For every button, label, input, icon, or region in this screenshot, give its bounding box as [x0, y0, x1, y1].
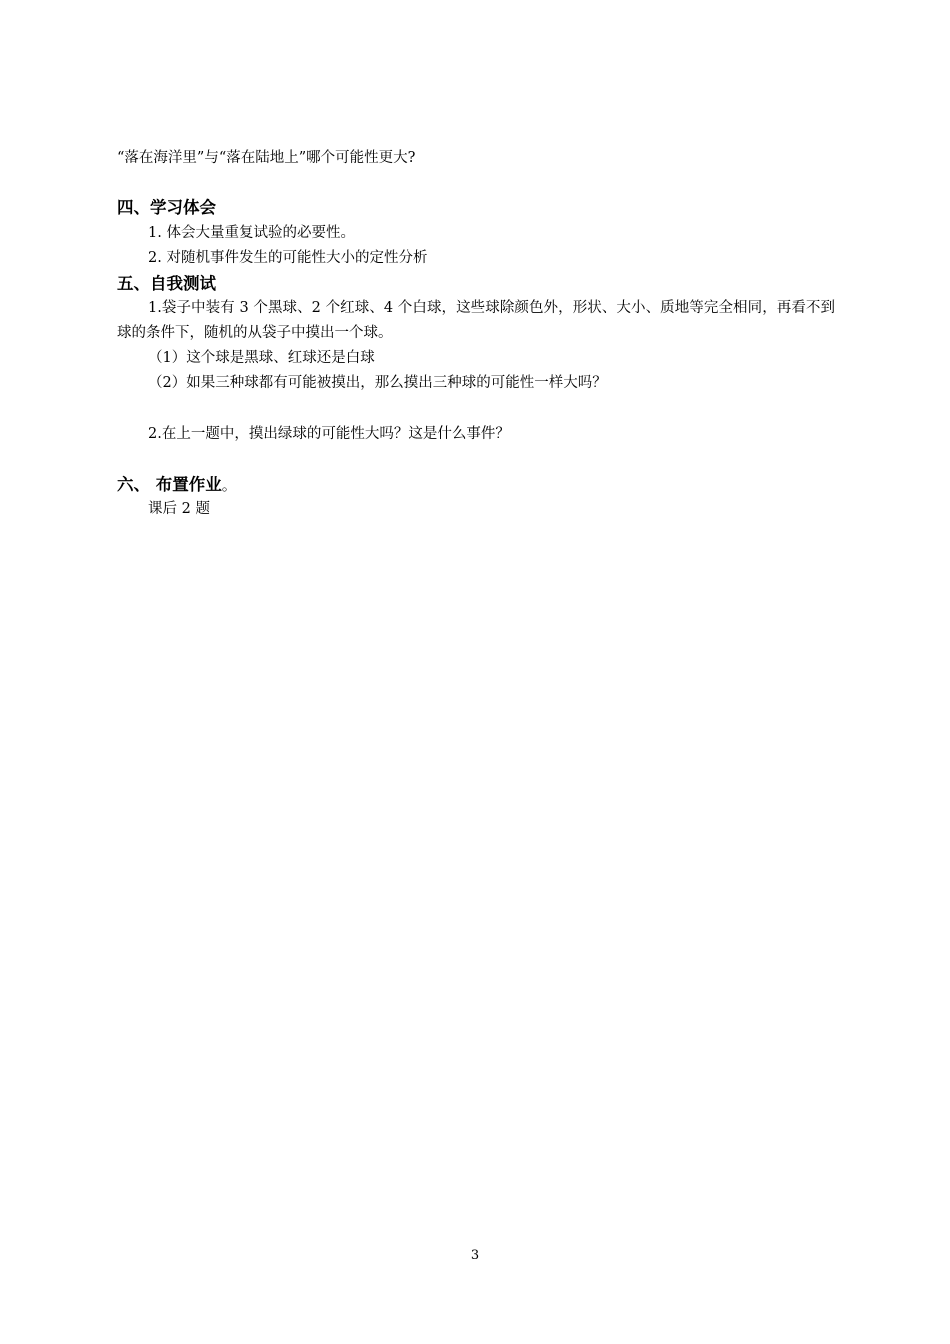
section-6-heading-tail: 。: [221, 476, 237, 494]
section-5-question-1-sub-2: （2）如果三种球都有可能被摸出，那么摸出三种球的可能性一样大吗？: [148, 375, 607, 391]
section-4-item-1: 1. 体会大量重复试验的必要性。: [148, 225, 355, 241]
section-4-heading: [117, 197, 216, 219]
page-number: 3: [470, 1248, 480, 1263]
section-4-item-2: 2. 对随机事件发生的可能性大小的定性分析: [148, 250, 428, 266]
section-5-heading-text: 五、自我测试: [117, 274, 216, 293]
section-6-heading-text: 六、 布置作业: [117, 475, 222, 494]
section-5-question-2: 2.在上一题中，摸出绿球的可能性大吗？这是什么事件？: [148, 426, 510, 442]
section-4-heading-text: 四、学习体会: [117, 198, 216, 217]
section-6-heading: [117, 474, 237, 496]
section-5-question-1-sub-1: （1）这个球是黑球、红球还是白球: [148, 350, 375, 366]
section-6-text: 课后 2 题: [148, 501, 210, 517]
section-5-heading: [117, 273, 216, 295]
continuation-text: “落在海洋里”与“落在陆地上”哪个可能性更大?: [117, 150, 416, 166]
section-5-question-1: 1.袋子中装有 3 个黑球、2 个红球、4 个白球，这些球除颜色外，形状、大小、质地等完全相同，再看不到球的条件下，随机的从袋子中摸出一个球。: [117, 300, 835, 341]
